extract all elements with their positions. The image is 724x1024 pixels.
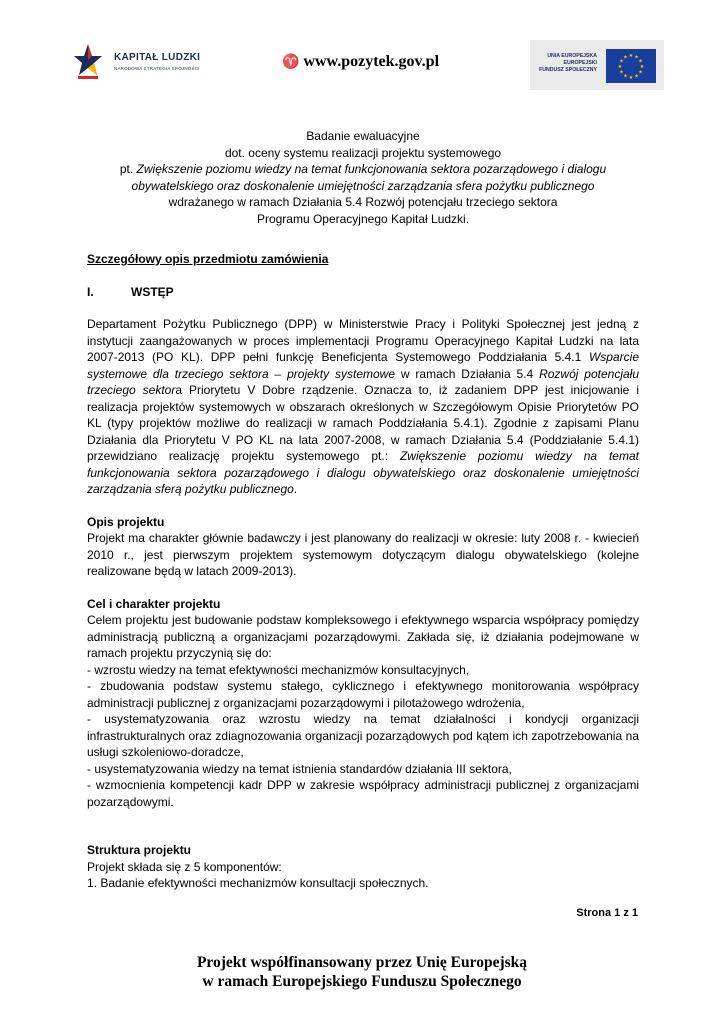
kapital-ludzki-logo (62, 38, 212, 88)
title-line: Badanie ewaluacyjne (306, 129, 420, 143)
intro-text: w ramach Działania 5.4 (395, 366, 540, 381)
eu-logo (530, 40, 664, 90)
intro-number: I. (87, 284, 94, 299)
eu-flag-icon (606, 49, 656, 83)
section-title: Szczegółowy opis przedmiotu zamówienia (87, 252, 329, 266)
svg-text:★: ★ (634, 54, 639, 61)
title-line: Programu Operacyjnego Kapitał Ludzki. (256, 211, 470, 226)
kapital-ludzki-title: KAPITAŁ LUDZKI (114, 52, 201, 63)
footer-line: w ramach Europejskiego Funduszu Społecznego (202, 973, 522, 990)
kapital-ludzki-star-icon (74, 42, 102, 80)
list-item: - usystematyzowania wiedzy na temat istnienia standardów działania III sektora, (87, 761, 512, 776)
intro-text-italic: Wsparcie systemowe dla trzeciego sektora – projekty systemowe (87, 350, 639, 381)
title-line: dot. oceny systemu realizacji projektu systemowego (224, 145, 502, 160)
intro-paragraph (87, 316, 639, 498)
list-item: - zbudowania podstaw systemu stałego, cyklicznego i efektywnego monitorowania współpracy administracji publicznej z organizacjami pozarządowymi i pilotażowego wdrożenia, (87, 679, 639, 710)
svg-text:★: ★ (638, 69, 643, 76)
eu-logo-line: EUROPEJSKI (563, 60, 597, 66)
svg-text:★: ★ (638, 58, 643, 65)
list-item: - wzmocnienia kompetencji kadr DPP w zakresie współpracy administracji publicznej z organizacjami pozarządowymi. (87, 778, 639, 809)
intro-text-italic: Zwiększenie poziomu wiedzy na temat funkcjonowania sektora pozarządowego i dialogu obywatelskiego oraz doskonalenie umiejętności zarządzania sferą pożytku publicznego (87, 449, 639, 496)
cel-paragraph: Celem projektu jest budowanie podstaw kompleksowego i efektywnego wsparcia współpracy pomiędzy administracją publiczną a organizacjami pozarządowymi. Zakłada się, iż działania podejmowane w ramach projektu przyczynią się do: (87, 613, 639, 660)
svg-text:★: ★ (628, 75, 634, 81)
page-number: Strona 1 z 1 (576, 907, 638, 919)
eu-logo-line: UNIA EUROPEJSKA (547, 53, 597, 59)
website-logo (282, 53, 439, 71)
document-title (87, 128, 639, 227)
title-prefix: pt. (119, 162, 137, 176)
intro-heading (87, 284, 639, 301)
title-line (87, 161, 639, 194)
title-line: wdrażanego w ramach Działania 5.4 Rozwój potencjału trzeciego sektora (168, 195, 558, 209)
svg-text:★: ★ (617, 64, 623, 70)
svg-text:★: ★ (623, 73, 628, 80)
svg-text:★: ★ (639, 64, 645, 70)
list-item: - usystematyzowania oraz wzrostu wiedzy na temat działalności i kondycji organizacji infrastrukturalnych oraz zdiagnozowania organizacji pozarządowych pod kątem ich zapotrzebowania na usługi szkoleniowo-doradcze, (87, 712, 639, 759)
kapital-ludzki-subtitle: NARODOWA STRATEGIA SPÓJNOŚCI (114, 66, 200, 71)
struktura-heading: Struktura projektu (87, 843, 192, 857)
svg-text:★: ★ (619, 58, 624, 65)
eu-logo-text (539, 53, 597, 74)
intro-text-italic: Rozwój potencjału trzeciego sektor (87, 366, 640, 397)
svg-text:★: ★ (628, 53, 634, 59)
svg-text:★: ★ (619, 69, 624, 76)
svg-text:★: ★ (634, 73, 639, 80)
list-item: - wzrostu wiedzy na temat efektywności mechanizmów konsultacyjnych, (87, 662, 470, 677)
page-footer (0, 953, 724, 991)
intro-heading-text: WSTĘP (131, 284, 174, 299)
opis-heading: Opis projektu (87, 514, 165, 529)
title-project-name: Zwiększenie poziomu wiedzy na temat funkcjonowania sektora pozarządowego i dialogu obywatelskiego oraz doskonalenie umiejętności zarządzania sfera pożytku publicznego (131, 162, 607, 193)
cel-heading: Cel i charakter projektu (87, 596, 221, 611)
page-header (0, 0, 724, 110)
struktura-line: Projekt składa się z 5 komponentów: (87, 859, 282, 874)
opis-paragraph: Projekt ma charakter głównie badawczy i jest planowany do realizacji w okresie: luty 2008 r. - kwiecień 2010 r., jest pierwszym projektem systemowym dotyczącym dialogu obywatelskiego (kolejne realizowane będą w latach 2009-2013). (87, 531, 639, 578)
intro-text: Departament Pożytku Publicznego (DPP) w Ministerstwie Pracy i Polityki Społecznej jest jedną z instytucji zaangażowanych w proces implementacji Programu Operacyjnego Kapitał Ludzki na lata 2007-2013 (PO KL). DPP pełni funkcję Beneficjenta Systemowego Poddziałania 5.4.1 (87, 317, 639, 364)
svg-text:★: ★ (623, 54, 628, 61)
struktura-line: 1. Badanie efektywności mechanizmów konsultacji społecznych. (87, 876, 429, 890)
eu-logo-line: FUNDUSZ SPOŁECZNY (539, 67, 597, 73)
intro-text: . (293, 482, 298, 496)
footer-line: Projekt współfinansowany przez Unię Europejską (196, 954, 528, 971)
website-text: www.pozytek.gov.pl (303, 53, 440, 70)
pozytek-icon: ♈ (282, 55, 300, 70)
document-body (87, 128, 639, 892)
intro-text: a Priorytetu V Dobre rządzenie. Oznacza to, iż zadaniem DPP jest inicjowanie i realizacja projektów systemowych w obszarach określonych w Szczegółowym Opisie Priorytetów PO KL (typy projektów możliwe do realizacji w ramach Poddziałania 5.4.1). Zgodnie z zapisami Planu Działania dla Priorytetu V PO KL na lata 2007-2008, w ramach Działania 5.4 (Poddziałanie 5.4.1) przewidziano realizację projektu systemowego pt.: (87, 383, 639, 463)
